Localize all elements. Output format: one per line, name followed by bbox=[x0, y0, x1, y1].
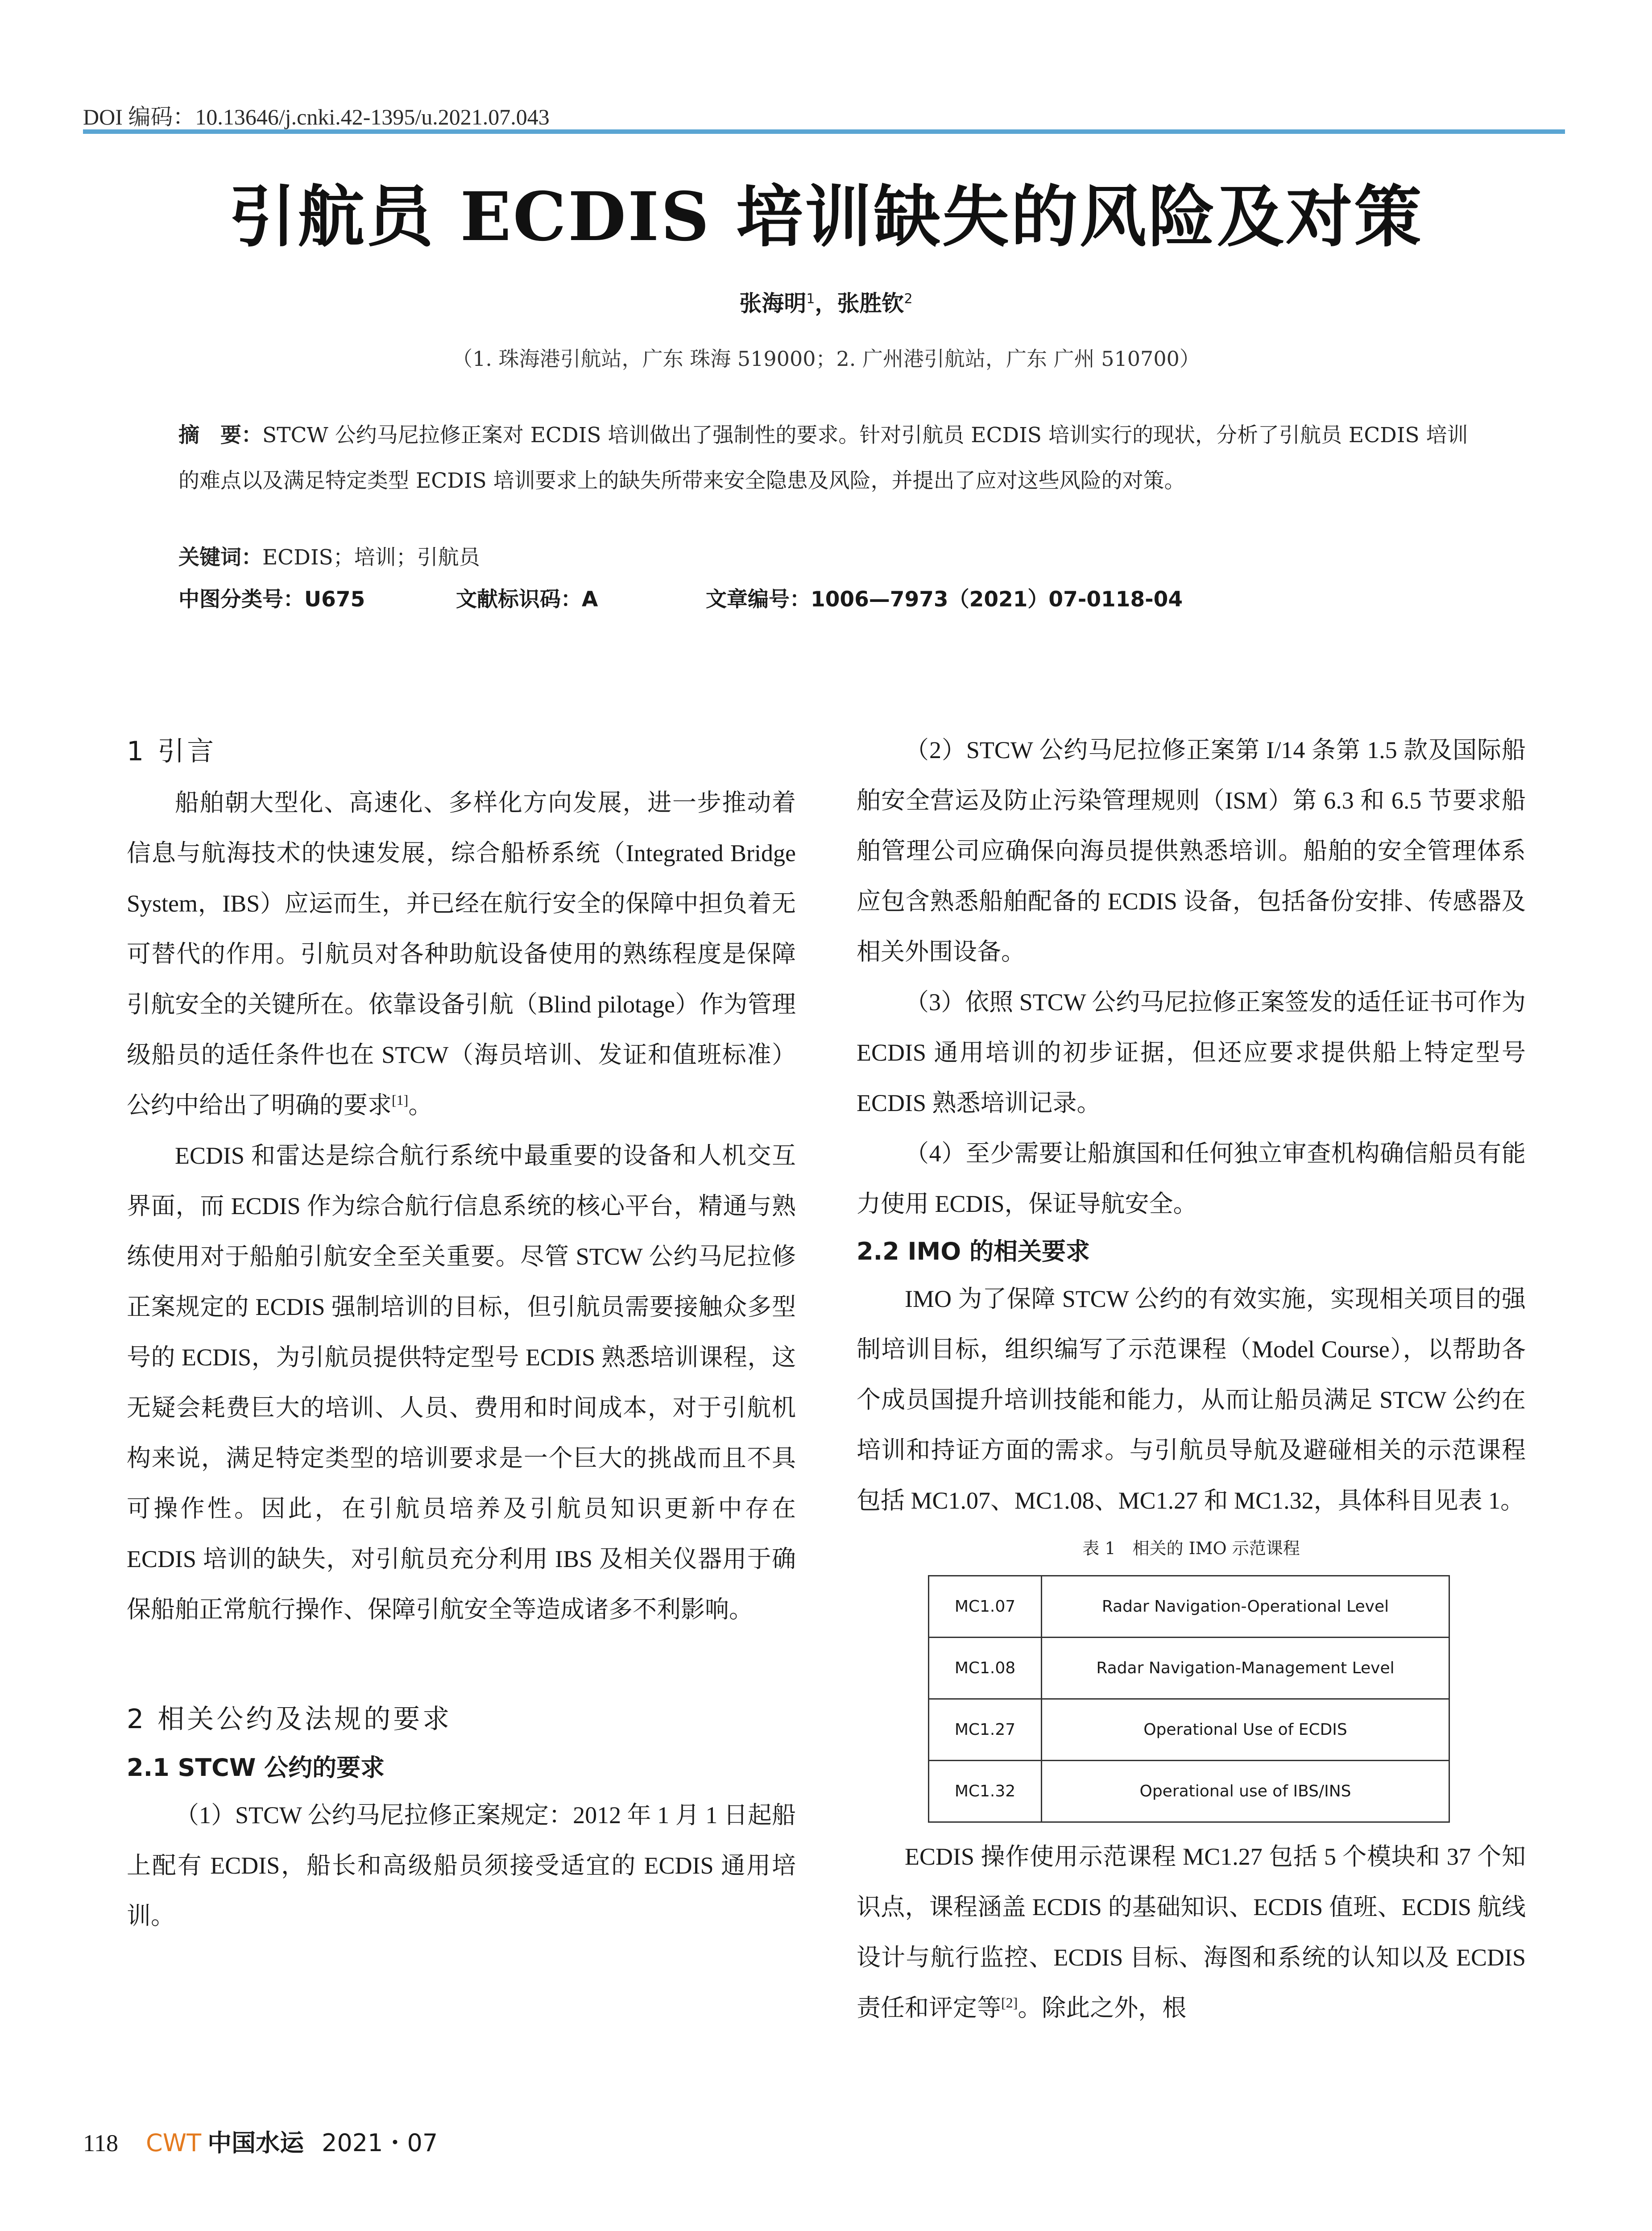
subsection-heading-2-1: 2.1 STCW 公约的要求 bbox=[127, 1754, 385, 1782]
subsection-heading-2-2: 2.2 IMO 的相关要求 bbox=[857, 1237, 1090, 1265]
table-cell-code: MC1.08 bbox=[929, 1638, 1042, 1699]
paragraph: 船舶朝大型化、高速化、多样化方向发展，进一步推动着信息与航海技术的快速发展，综合船桥系统（Integrated Bridge System，IBS）应运而生，并已经在航行安全的保障中担负着无可替代的作用。引航员对各种助航设备使用的熟练程度是保障引航安全的关键所在。依靠设备引航（Blind pilotage）作为管理级船员的适任条件也在 STCW（海员培训、发证和值班标准）公约中给出了明确的要求[1]。 bbox=[127, 789, 796, 1119]
left-column bbox=[127, 725, 796, 1941]
table-caption: 表 1 相关的 IMO 示范课程 bbox=[1082, 1538, 1300, 1558]
paragraph: ECDIS 操作使用示范课程 MC1.27 包括 5 个模块和 37 个知识点，课程涵盖 ECDIS 的基础知识、ECDIS 值班、ECDIS 航线设计与航行监控、ECDIS 目标、海图和系统的认知以及 ECDIS 责任和评定等[2]。除此之外，根 bbox=[857, 1843, 1526, 2021]
affiliations: （1. 珠海港引航站，广东 珠海 519000；2. 广州港引航站，广东 广州 510700） bbox=[452, 347, 1200, 371]
paragraph: （1）STCW 公约马尼拉修正案规定：2012 年 1 月 1 日起船上配有 ECDIS，船长和高级船员须接受适宜的 ECDIS 通用培训。 bbox=[127, 1802, 796, 1929]
authors bbox=[0, 286, 1652, 318]
reference-mark: [2] bbox=[1001, 1995, 1018, 2011]
author-2-sup: 2 bbox=[904, 291, 913, 307]
author-sep: ， bbox=[815, 290, 837, 316]
author-2: 张胜钦 bbox=[837, 290, 904, 316]
paragraph: （2）STCW 公约马尼拉修正案第 I/14 条第 1.5 款及国际船舶安全营运及防止污染管理规则（ISM）第 6.3 和 6.5 节要求船舶管理公司应确保向海员提供熟悉培训。船舶的安全管理体系应包含熟悉船舶配备的 ECDIS 设备，包括备份安排、传感器及相关外围设备。 bbox=[857, 737, 1526, 965]
keywords-label: 关键词： bbox=[178, 545, 262, 570]
clc-number: 中图分类号：U675 bbox=[178, 587, 365, 612]
paper-title: 引航员 ECDIS 培训缺失的风险及对策 bbox=[229, 178, 1423, 256]
paragraph: IMO 为了保障 STCW 公约的有效实施，实现相关项目的强制培训目标，组织编写了示范课程（Model Course），以帮助各个成员国提升培训技能和能力，从而让船员满足 STCW 公约在培训和持证方面的需求。与引航员导航及避碰相关的示范课程包括 MC1.07、MC1.08、MC1.27 和 MC1.32，具体科目见表 1。 bbox=[857, 1286, 1526, 1514]
abstract-label: 摘 要： bbox=[178, 423, 262, 448]
section-heading-2: 2 相关公约及法规的要求 bbox=[127, 1704, 452, 1735]
header-rule bbox=[83, 129, 1565, 134]
table-cell-name: Operational Use of ECDIS bbox=[1042, 1699, 1449, 1761]
keywords bbox=[178, 541, 480, 571]
journal-name: 中国水运 bbox=[207, 2129, 304, 2157]
keywords-text: ECDIS；培训；引航员 bbox=[262, 545, 480, 570]
table-cell-name: Radar Navigation-Operational Level bbox=[1042, 1576, 1449, 1638]
table-row bbox=[929, 1638, 1449, 1699]
doi-line: DOI 编码：10.13646/j.cnki.42-1395/u.2021.07.043 bbox=[83, 104, 550, 129]
table-row bbox=[929, 1576, 1449, 1638]
journal-logo: CWT bbox=[146, 2129, 202, 2157]
table-cell-code: MC1.32 bbox=[929, 1761, 1042, 1822]
table-row bbox=[929, 1699, 1449, 1761]
document-code: 文献标识码：A bbox=[456, 587, 598, 612]
paragraph: ECDIS 和雷达是综合航行系统中最重要的设备和人机交互界面，而 ECDIS 作为综合航行信息系统的核心平台，精通与熟练使用对于船舶引航安全至关重要。尽管 STCW 公约马尼拉修正案规定的 ECDIS 强制培训的目标，但引航员需要接触众多型号的 ECDIS，为引航员提供特定型号 ECDIS 熟悉培训课程，这无疑会耗费巨大的培训、人员、费用和时间成本，对于引航机构来说，满足特定类型的培训要求是一个巨大的挑战而且不具可操作性。因此，在引航员培养及引航员知识更新中存在 ECDIS 培训的缺失，对引航员充分利用 IBS 及相关仪器用于确保船舶正常航行操作、保障引航安全等造成诸多不利影响。 bbox=[127, 1142, 796, 1623]
table-cell-name: Radar Navigation-Management Level bbox=[1042, 1638, 1449, 1699]
table-cell-code: MC1.27 bbox=[929, 1699, 1042, 1761]
abstract bbox=[178, 413, 1481, 504]
author-1: 张海明 bbox=[739, 290, 807, 316]
page-number: 118 bbox=[83, 2130, 118, 2156]
table-cell-name: Operational use of IBS/INS bbox=[1042, 1761, 1449, 1822]
reference-mark: [1] bbox=[392, 1092, 409, 1108]
table-cell-code: MC1.07 bbox=[929, 1576, 1042, 1638]
paragraph: （4）至少需要让船旗国和任何独立审查机构确信船员有能力使用 ECDIS，保证导航安全。 bbox=[857, 1140, 1526, 1217]
article-number: 文章编号：1006—7973（2021）07-0118-04 bbox=[706, 587, 1183, 612]
table-row bbox=[929, 1761, 1449, 1822]
imo-course-table bbox=[928, 1575, 1450, 1823]
right-column bbox=[857, 725, 1526, 2033]
abstract-text: STCW 公约马尼拉修正案对 ECDIS 培训做出了强制性的要求。针对引航员 ECDIS 培训实行的现状，分析了引航员 ECDIS 培训的难点以及满足特定类型 ECDIS 培训要求上的缺失所带来安全隐患及风险，并提出了应对这些风险的对策。 bbox=[178, 423, 1468, 493]
issue-date: 2021・07 bbox=[322, 2129, 438, 2157]
page-footer bbox=[83, 2124, 438, 2158]
section-heading-1: 1 引言 bbox=[127, 736, 217, 767]
author-1-sup: 1 bbox=[806, 291, 815, 307]
paragraph: （3）依照 STCW 公约马尼拉修正案签发的适任证书可作为 ECDIS 通用培训的初步证据，但还应要求提供船上特定型号 ECDIS 熟悉培训记录。 bbox=[857, 989, 1526, 1116]
